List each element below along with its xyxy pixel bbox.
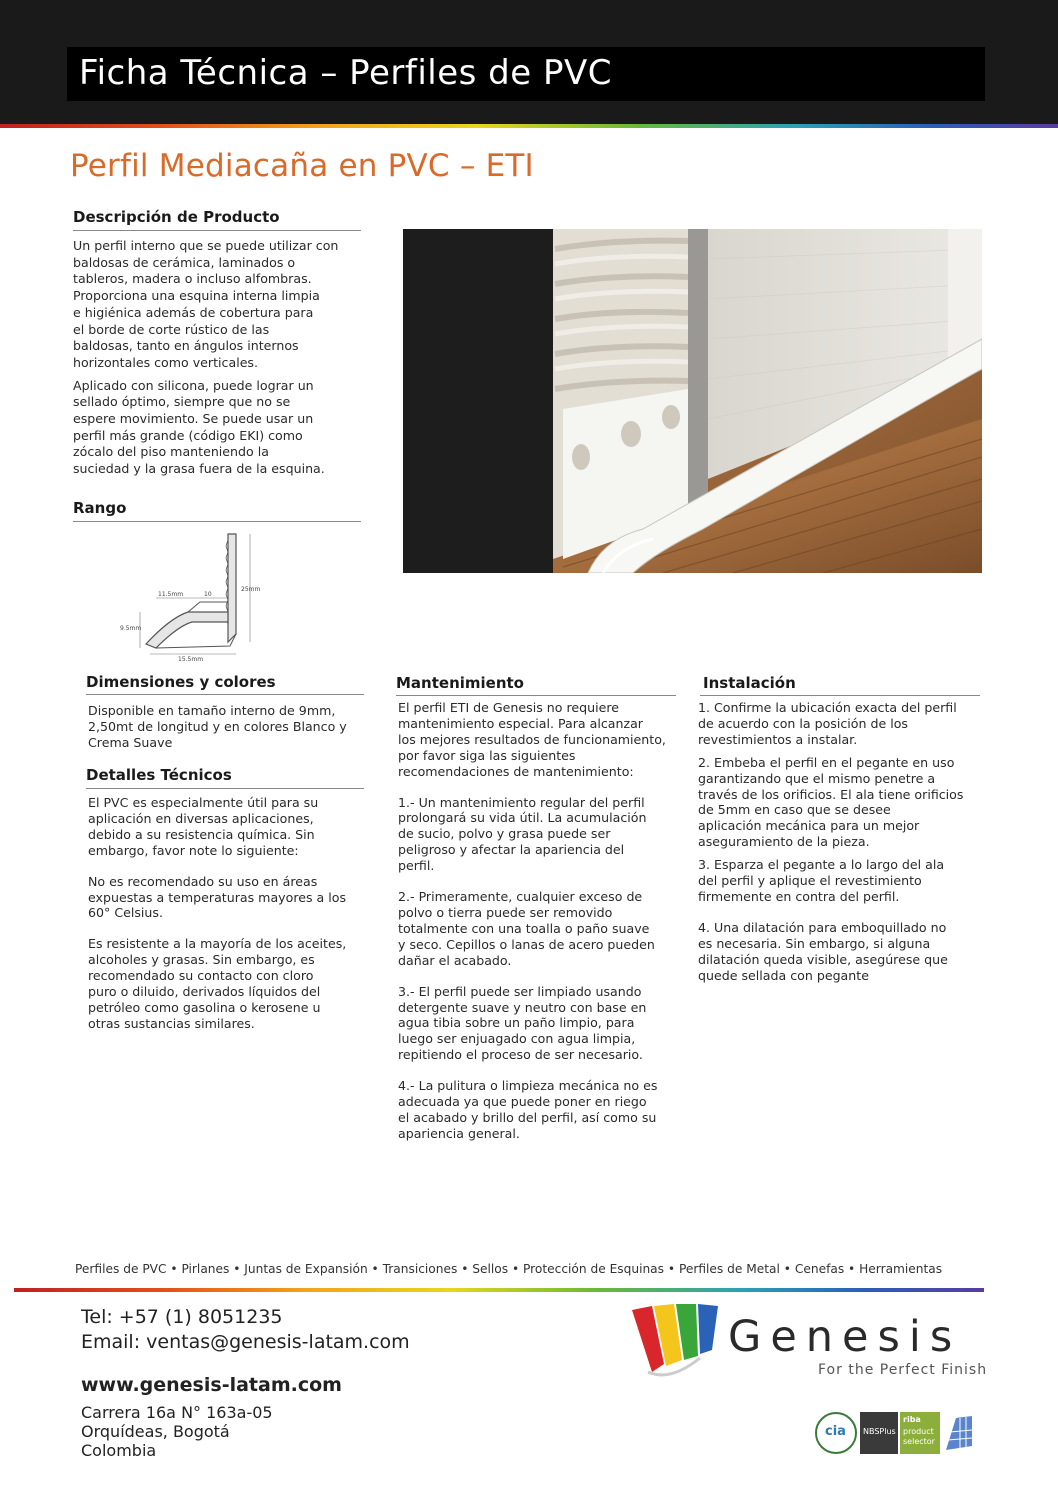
genesis-logo-icon (630, 1302, 725, 1388)
contact-tel: Tel: +57 (1) 8051235 (81, 1306, 283, 1328)
address-line-1: Carrera 16a N° 163a-05 (81, 1403, 273, 1422)
instalacion-text: 1. Confirme la ubicación exacta del perfil de acuerdo con la posición de los revestimientos a instalar. 2. Embeba el perfil en el pegante en uso garantizando que el mismo penetre a través de los orificios. El ala tiene orificios de 5mm en caso que se desee aplicación mecánica para un mejor aseguramiento de la pieza. 3. Esparza el pegante a lo largo del ala del perfil y aplique el revestimiento firmemente en contra del perfil. 4. Una dilatación para emboquillado no es necesaria. Sin embargo, si alguna dilatación queda visible, asegúrese que quede sellada con pegante (698, 700, 964, 983)
instalacion-heading: Instalación (703, 674, 796, 692)
contact-web: www.genesis-latam.com (81, 1374, 342, 1396)
brand-tagline: For the Perfect Finish (818, 1362, 988, 1378)
dim-left: 9.5mm (120, 625, 142, 632)
descripcion-text (73, 238, 373, 484)
detalles-heading: Detalles Técnicos (86, 766, 232, 784)
detalles-text: El PVC es especialmente útil para su aplicación en diversas aplicaciones, debido a su resistencia química. Sin embargo, favor note lo siguiente: No es recomendado su uso en áreas expuestas a temperaturas mayores a los 60° Celsius. Es resistente a la mayoría de los aceites, alcoholes y grasas. Sin embargo, es recomendado su contacto con cloro puro o diluido, derivados líquidos del petróleo como gasolina o kerosene u otras sustancias similares. (88, 795, 347, 1031)
dimensiones-text: Disponible en tamaño interno de 9mm, 2,50mt de longitud y en colores Blanco y Crema Suave (88, 703, 347, 750)
address-line-3: Colombia (81, 1441, 157, 1460)
detalles-rule (86, 788, 364, 789)
descripcion-p1: Un perfil interno que se puede utilizar con baldosas de cerámica, laminados o tableros, madera o incluso alfombras. Proporciona una esquina interna limpia e higiénica además de cobertura para el borde de corte rústico de las baldosas, tanto en ángulos internos horizontales como verticales. (73, 238, 339, 370)
dim-height: 25mm (241, 586, 261, 593)
rango-heading: Rango (73, 499, 127, 517)
contact-email: Email: ventas@genesis-latam.com (81, 1331, 410, 1353)
header-band (0, 0, 1058, 124)
dimensiones-rule (86, 694, 364, 695)
tta-badge-icon (942, 1412, 976, 1454)
rango-rule (73, 521, 361, 522)
product-photo-illustration (403, 229, 982, 573)
mantenimiento-text: El perfil ETI de Genesis no requiere mantenimiento especial. Para alcanzar los mejores resultados de funcionamiento, por favor siga las siguientes recomendaciones de mantenimiento: 1.- Un mantenimiento regular del perfil prolongará su vida útil. La acumulación de sucio, polvo y grasa puede ser peligroso y afectar la apariencia del perfil. 2.- Primeramente, cualquier exceso de polvo o tierra puede ser removido totalmente con una toalla o paño suave y seco. Cepillos o lanas de acero pueden dañar el acabado. 3.- El perfil puede ser limpiado usando detergente suave y neutro con base en agua tibia sobre un paño limpio, para luego ser enjuagado con agua limpia, repitiendo el proceso de ser necesario. 4.- La pulitura o limpieza mecánica no es adecuada ya que puede poner en riego el acabado y brillo del perfil, así como su apariencia general. (398, 700, 666, 1141)
dim-bottom: 15.5mm (178, 656, 204, 663)
descripcion-heading: Descripción de Producto (73, 208, 280, 226)
rainbow-divider-top (0, 124, 1058, 128)
profile-diagram (110, 530, 290, 665)
header-title: Ficha Técnica – Perfiles de PVC (79, 53, 612, 93)
dim-width-top: 11.5mm (158, 591, 184, 598)
header-title-box (67, 47, 985, 101)
riba-badge: riba product selector (900, 1412, 940, 1454)
product-photo (403, 229, 982, 573)
nbsplus-badge: NBSPlus (860, 1412, 898, 1454)
mantenimiento-heading: Mantenimiento (396, 674, 524, 692)
dim-step: 10 (204, 591, 212, 598)
address-line-2: Orquídeas, Bogotá (81, 1422, 230, 1441)
descripcion-p2: Aplicado con silicona, puede lograr un sellado óptimo, siempre que no se espere movimiento. Se puede usar un perfil más grande (código EKI) como zócalo del piso manteniendo la suciedad y la grasa fuera de la esquina. (73, 377, 325, 477)
instalacion-rule (700, 695, 980, 696)
footer-categories: Perfiles de PVC • Pirlanes • Juntas de Expansión • Transiciones • Sellos • Protección de Esquinas • Perfiles de Metal • Cenefas • Herramientas (75, 1262, 943, 1276)
rainbow-divider-bottom (14, 1288, 984, 1292)
cia-badge: cia (815, 1412, 857, 1454)
descripcion-rule (73, 230, 361, 231)
dimensiones-heading: Dimensiones y colores (86, 673, 276, 691)
mantenimiento-rule (396, 695, 676, 696)
product-title: Perfil Mediacaña en PVC – ETI (70, 148, 534, 184)
brand-name: Genesis (728, 1312, 962, 1362)
